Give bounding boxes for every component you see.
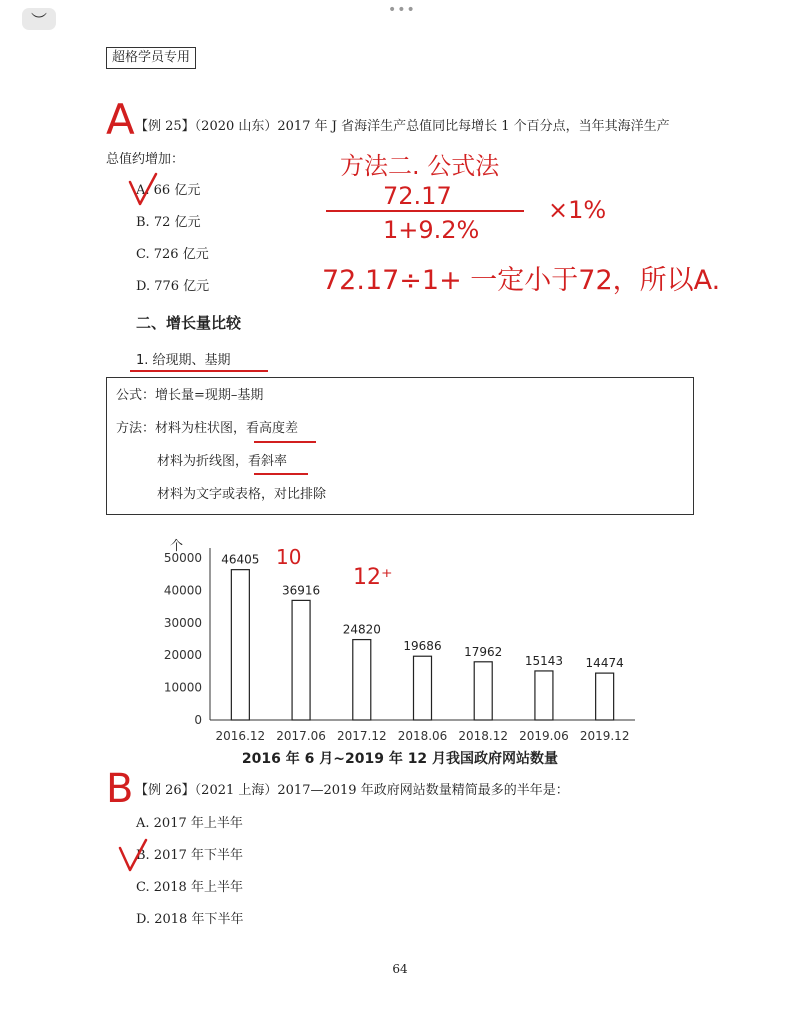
handwritten-underline	[254, 441, 316, 443]
bar	[353, 640, 371, 720]
checkmark-icon	[118, 838, 148, 876]
y-axis-unit-label: 个	[170, 539, 184, 554]
bar-value-label: 15143	[524, 653, 564, 668]
handwritten-note-10: 10	[276, 545, 302, 569]
y-tick-label: 20000	[163, 648, 202, 663]
ex25-option-d[interactable]: D. 776 亿元	[136, 279, 210, 294]
x-tick-label: 2019.12	[579, 729, 630, 743]
ex25-option-b[interactable]: B. 72 亿元	[136, 215, 201, 230]
handwritten-answer-26: B	[106, 766, 134, 812]
formula-line2	[116, 420, 298, 438]
chevron-down-icon: ︶	[30, 10, 47, 30]
handwritten-conclusion: 72.17÷1+ 一定小于72，所以A.	[322, 265, 721, 296]
x-tick-label: 2017.12	[336, 729, 387, 743]
bar-chart	[150, 530, 650, 770]
bar-value-label: 14474	[585, 656, 624, 671]
x-tick-label: 2017.06	[276, 729, 326, 743]
handwritten-times: ×1%	[548, 196, 607, 224]
checkmark-icon	[128, 172, 158, 210]
bar	[535, 671, 553, 720]
ex25-question-line1: 【例 25】（2020 山东）2017 年 J 省海洋生产总值同比每增长 1 个百分点，当年其海洋生产	[135, 119, 670, 134]
formula-line4: 材料为文字或表格，对比排除	[157, 487, 327, 502]
x-tick-label: 2019.06	[519, 729, 569, 743]
page-number: 64	[392, 962, 408, 976]
bar	[474, 662, 492, 720]
y-tick-label: 50000	[163, 551, 202, 565]
formula-line2-prefix: 方法：材料为柱状图，	[116, 421, 247, 436]
bar-value-label: 46405	[221, 552, 260, 567]
handwritten-numerator: 72.17	[383, 182, 452, 210]
header-label: 超格学员专用	[106, 47, 196, 69]
handwritten-underline	[130, 370, 268, 372]
formula-line3-prefix: 材料为折线图，	[157, 454, 249, 469]
ex26-option-a[interactable]: A. 2017 年上半年	[136, 816, 243, 831]
ex26-option-b[interactable]: B. 2017 年下半年	[136, 848, 244, 863]
handwritten-method-title: 方法二. 公式法	[340, 152, 500, 180]
more-options-icon[interactable]: •••	[388, 2, 416, 18]
section-title: 二、增长量比较	[136, 314, 242, 332]
handwritten-denominator: 1+9.2%	[383, 216, 480, 244]
formula-line2-emph: 看高度差	[246, 421, 299, 436]
collapse-button[interactable]	[22, 8, 56, 30]
x-tick-label: 2018.06	[397, 729, 448, 743]
y-tick-label: 30000	[163, 615, 202, 630]
y-tick-label: 10000	[163, 680, 202, 695]
ex25-option-a[interactable]: A. 66 亿元	[136, 183, 201, 198]
bar	[596, 673, 614, 720]
handwritten-underline	[254, 473, 308, 475]
x-tick-label: 2018.12	[458, 729, 509, 743]
handwritten-answer-25: A	[106, 95, 135, 144]
bar	[231, 570, 249, 720]
bar-value-label: 17962	[464, 644, 503, 659]
formula-line3	[157, 453, 287, 471]
ex25-option-c[interactable]: C. 726 亿元	[136, 247, 209, 262]
ex26-option-c[interactable]: C. 2018 年上半年	[136, 880, 243, 895]
ex25-question-line2: 总值约增加：	[106, 152, 185, 167]
x-tick-label: 2016.12	[215, 729, 266, 743]
bar-value-label: 19686	[403, 639, 442, 654]
ex26-question: 【例 26】（2021 上海）2017—2019 年政府网站数量精简最多的半年是：	[135, 783, 569, 798]
ex26-option-d[interactable]: D. 2018 年下半年	[136, 912, 244, 927]
formula-line1: 公式：增长量=现期–基期	[116, 388, 264, 403]
y-tick-label: 40000	[163, 583, 202, 598]
handwritten-note-12: 12⁺	[353, 565, 393, 590]
handwritten-fraction-bar	[326, 210, 524, 212]
formula-line3-emph: 看斜率	[248, 454, 288, 469]
chart-title: 2016 年 6 月~2019 年 12 月我国政府网站数量	[241, 751, 559, 767]
bar	[414, 656, 432, 720]
bar-value-label: 36916	[281, 583, 321, 598]
subsection-title: 1. 给现期、基期	[136, 353, 231, 368]
y-tick-label: 0	[194, 713, 202, 727]
bar-value-label: 24820	[342, 622, 381, 637]
bar	[292, 600, 310, 720]
